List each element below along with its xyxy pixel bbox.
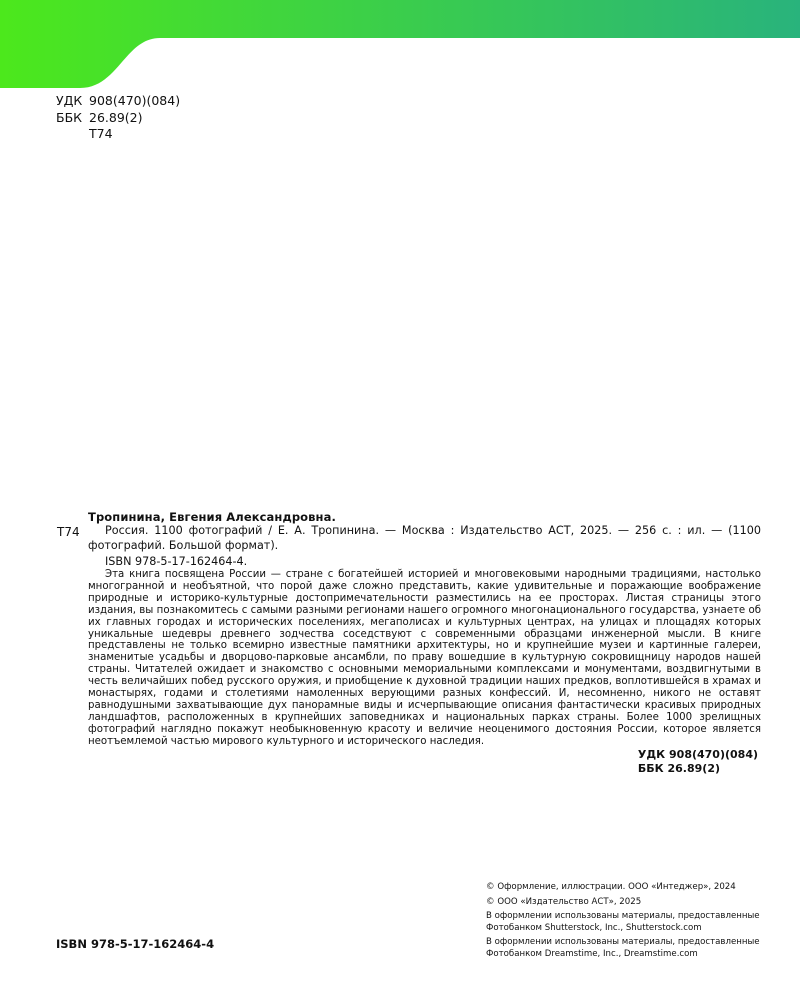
copyright-line-2: © ООО «Издательство АСТ», 2025	[486, 896, 642, 907]
classification-codes-right	[638, 748, 758, 776]
classification-codes	[56, 93, 180, 143]
bibliographic-description: Россия. 1100 фотографий / Е. А. Тропинина. — Москва : Издательство АСТ, 2025. — 256 с. : ил. — (1100 фотографий. Большой формат).	[88, 524, 761, 552]
bbk-value: 26.89(2)	[89, 109, 143, 125]
isbn-bottom: ISBN 978-5-17-162464-4	[56, 937, 215, 951]
bbk-label: ББК	[56, 109, 83, 125]
udk-label: УДК	[56, 93, 83, 108]
udk-value: 908(470)(084)	[89, 93, 181, 108]
bbk-right: ББК 26.89(2)	[637, 762, 720, 775]
udk-right: УДК 908(470)(084)	[637, 748, 758, 761]
author-heading: Тропинина, Евгения Александровна.	[88, 510, 336, 524]
annotation-text: Эта книга посвящена России — стране с богатейшей историей и многовековыми народными традициями, настолько многогранной и необъятной, что порой даже сложно представить, какие удивительные и поражающие воображение природные и историко-культурные достопримечательности разместились на ее просторах. Листая страницы этого издания, вы познакомитесь с самыми разными регионами нашего огромного многонационального государства, узнаете об их главных городах и исторических поселениях, мегаполисах и культурных центрах, на улицах и площадях которых уникальные шедевры древнего зодчества соседствуют с современными образцами инженерной мысли. В книге представлены не только всемирно известные памятники архитектуры, но и крупнейшие музеи и картинные галереи, знаменитые усадьбы и дворцово-парковые ансамбли, по праву вошедшие в культурную сокровищницу народов нашей страны. Читателей ожидает и знакомство с основными мемориальными комплексами и монументами, воздвигнутыми в честь величайших побед русского оружия, и приобщение к духовной традиции наших предков, воплотившейся в храмах и монастырях, годами и столетиями намоленных верующими разных конфессий. И, несомненно, никого не оставят равнодушными захватывающие дух панорамные виды и исчерпывающие описания фантастически красивых природных ландшафтов, расположенных в крупнейших заповедниках и национальных парках страны. Более 1000 зрелищных фотографий наглядно покажут необыкновенную красоту и величие неоценимого достояния России, которое является неотъемлемой частью мирового культурного и исторического наследия.	[88, 569, 761, 747]
author-mark: Т74	[57, 525, 80, 539]
author-mark-top: Т74	[89, 126, 113, 141]
green-header-banner	[0, 0, 800, 90]
copyright-block	[486, 882, 766, 963]
credit-dreamstime: В оформлении использованы материалы, предоставленные Фотобанком Dreamstime, Inc., Dreamstime.com	[486, 937, 760, 959]
credit-shutterstock: В оформлении использованы материалы, предоставленные Фотобанком Shutterstock, Inc., Shutterstock.com	[486, 911, 760, 933]
copyright-line-1: © Оформление, иллюстрации. ООО «Интеджер», 2024	[486, 882, 736, 892]
isbn-line: ISBN 978-5-17-162464-4.	[105, 555, 248, 568]
